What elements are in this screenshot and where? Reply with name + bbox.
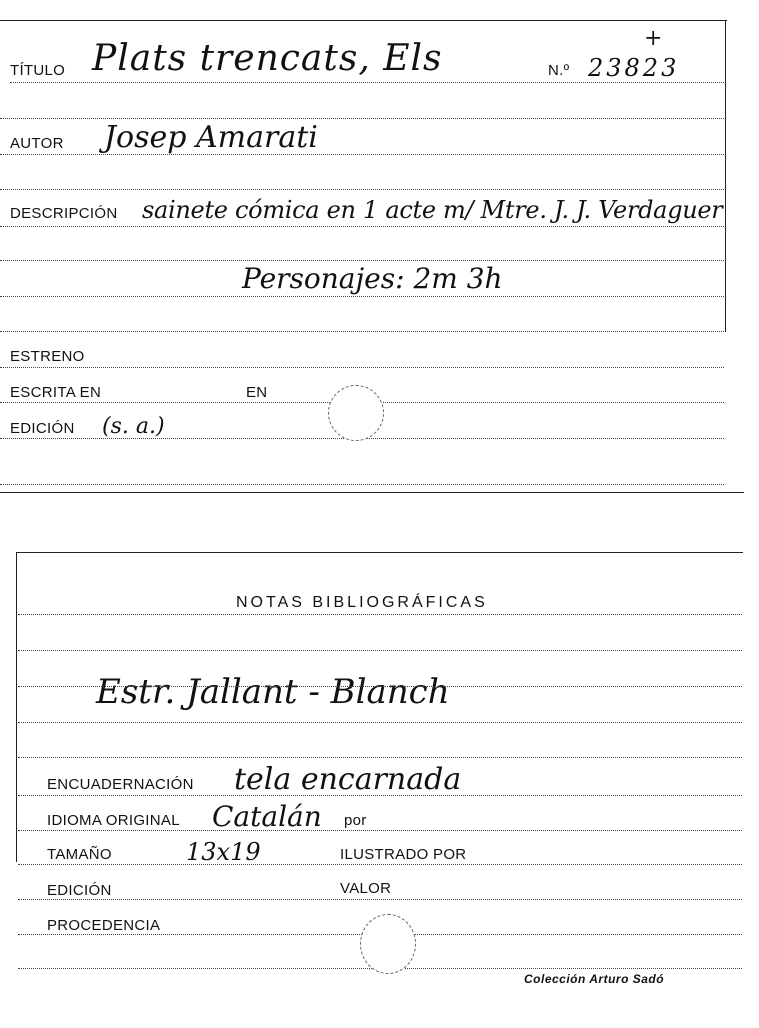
card2-top-border: [16, 552, 743, 553]
punch-hole-2: [360, 914, 416, 974]
numero-mark: +: [644, 26, 663, 51]
encuadernacion-label: ENCUADERNACIÓN: [47, 776, 194, 793]
idioma-rule: [18, 830, 742, 831]
card2-rule-2: [18, 650, 742, 651]
card2-rule-5: [18, 757, 742, 758]
card2-left-border: [16, 552, 17, 862]
coleccion-label: Colección Arturo Sadó: [524, 972, 665, 986]
descripcion-label: DESCRIPCIÓN: [10, 205, 118, 222]
edicion-label: EDICIÓN: [10, 420, 75, 437]
escrita-label: ESCRITA EN: [10, 384, 102, 401]
edicion2-rule: [18, 899, 742, 900]
titulo-value: Plats trencats, Els: [92, 38, 443, 79]
personajes-value: Personajes: 2m 3h: [242, 262, 503, 295]
procedencia-label: PROCEDENCIA: [47, 917, 161, 934]
titulo-label: TÍTULO: [10, 62, 66, 79]
card2-rule-4: [18, 722, 742, 723]
edicion-value: (s. a.): [102, 414, 165, 439]
idioma-label: IDIOMA ORIGINAL: [47, 812, 180, 829]
note-value: Estr. Jallant - Blanch: [96, 672, 450, 712]
numero-value: 23823: [588, 54, 680, 82]
valor-label: VALOR: [340, 880, 392, 897]
notas-rule: [18, 614, 742, 615]
tamano-label: TAMAÑO: [47, 846, 112, 863]
idioma-value: Catalán: [212, 800, 322, 833]
card2-rule-3: [18, 686, 742, 687]
autor-label: AUTOR: [10, 135, 64, 152]
tamano-rule: [18, 864, 742, 865]
ilustrado-label: ILUSTRADO POR: [340, 846, 467, 863]
edicion2-label: EDICIÓN: [47, 882, 112, 899]
estreno-label: ESTRENO: [10, 348, 85, 365]
numero-label: N.º: [548, 62, 570, 79]
notas-header: NOTAS BIBLIOGRÁFICAS: [236, 594, 488, 611]
descripcion-value: sainete cómica en 1 acte m/ Mtre. J. J. Verdaguer: [142, 196, 723, 224]
encuadernacion-value: tela encarnada: [234, 762, 462, 797]
tamano-value: 13x19: [186, 838, 261, 866]
autor-value: Josep Amarati: [104, 120, 318, 155]
por-label: por: [344, 812, 367, 829]
en-label: EN: [246, 384, 268, 401]
encuadernacion-rule: [18, 795, 742, 796]
